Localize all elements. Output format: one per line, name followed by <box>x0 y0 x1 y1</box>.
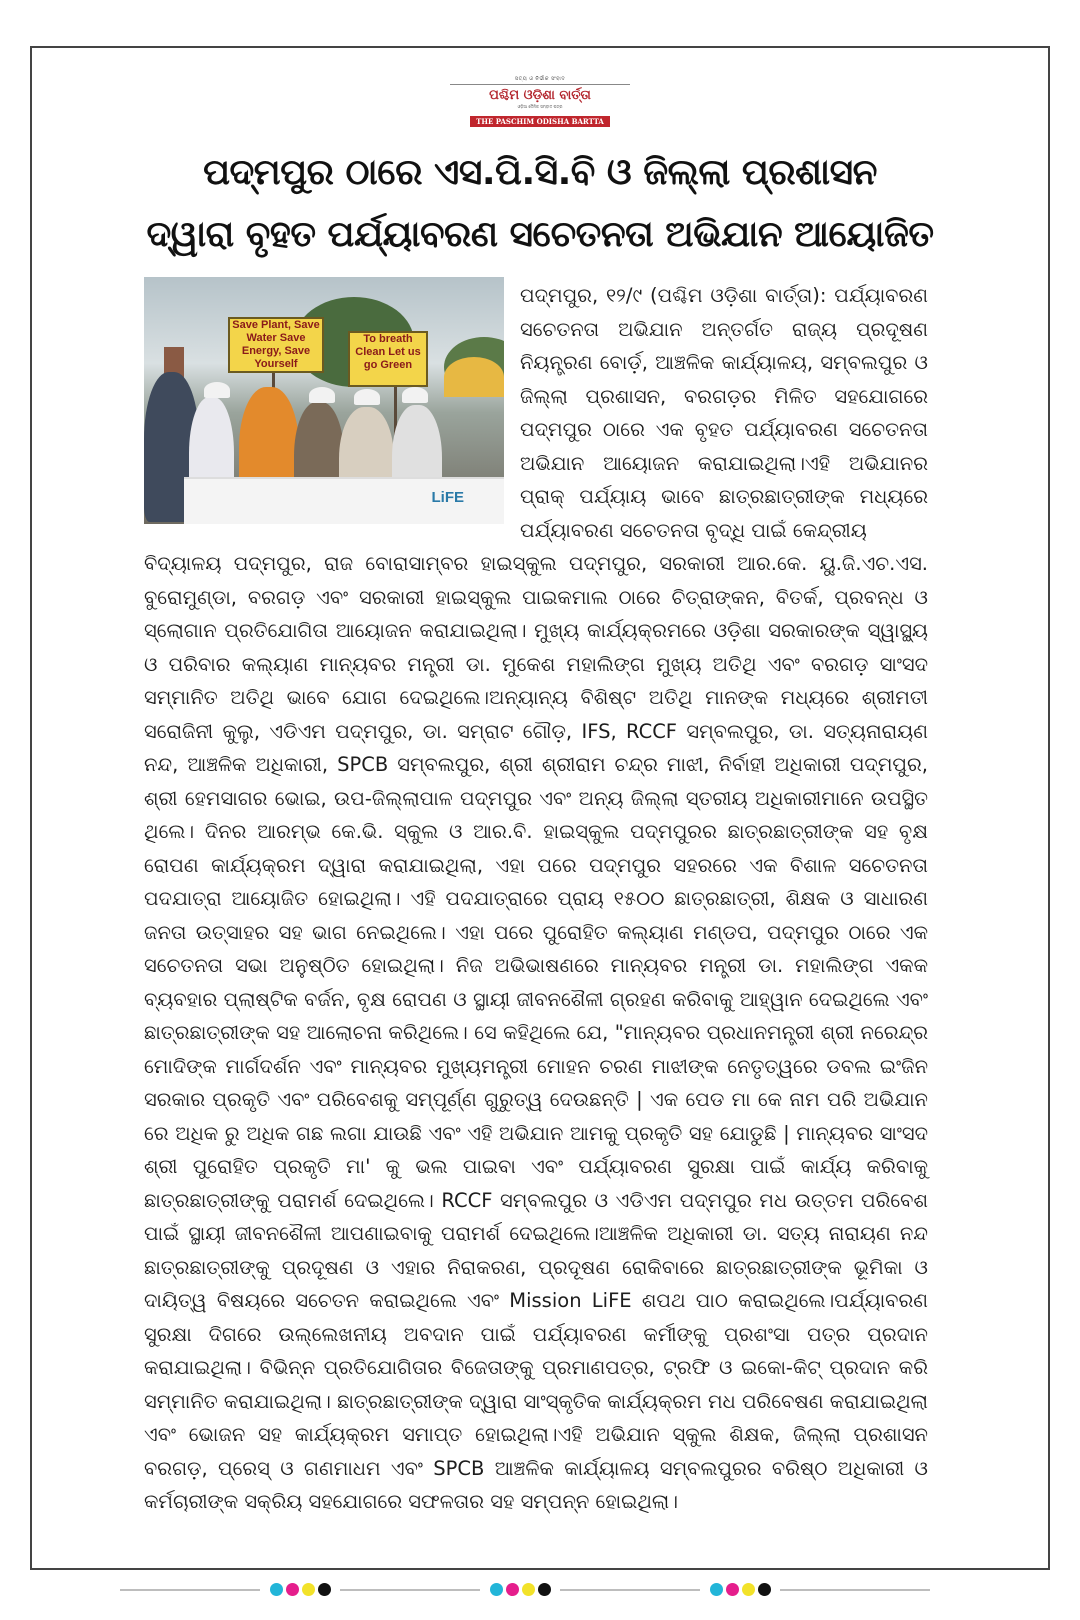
life-logo: LiFE <box>431 489 464 506</box>
life-banner <box>184 477 504 524</box>
masthead <box>450 76 630 128</box>
article-intro-column: ପଦ୍ମପୁର, ୧୨/୯ (ପଶ୍ଚିମ ଓଡ଼ିଶା ବାର୍ତ୍ତା): ପର୍ଯ୍ୟାବରଣ ସଚେତନତା ଅଭିଯାନ ଅନ୍ତର୍ଗତ ରାଜ୍ୟ ପ୍ରଦୂଷଣ ନିୟନ୍ତ୍ରଣ ବୋର୍ଡ଼, ଆଞ୍ଚଳିକ କାର୍ଯ୍ୟାଳୟ, ସମ୍ବଲପୁର ଓ ଜିଲ୍ଲା ପ୍ରଶାସନ, ବରଗଡ଼ର ମିଳିତ ସହଯୋଗରେ ପଦ୍ମପୁର ଠାରେ ଏକ ବୃହତ ପର୍ଯ୍ୟାବରଣ ସଚେତନତା ଅଭିଯାନ ଆୟୋଜନ କରାଯାଇଥିଲା।ଏହି ଅଭିଯାନର ପ୍ରାକ୍ ପର୍ଯ୍ୟାୟ ଭାବେ ଛାତ୍ରଛାତ୍ରୀଙ୍କ ମଧ୍ୟରେ ପର୍ଯ୍ୟାବରଣ ସଚେତନତା ବୃଦ୍ଧି ପାଇଁ କେନ୍ଦ୍ରୀୟ <box>520 284 928 542</box>
headline-line-1: ପଦ୍ମପୁର ଠାରେ ଏସ.ପି.ସି.ବି ଓ ଜିଲ୍ଲା ପ୍ରଶାସନ <box>203 152 877 193</box>
news-photo <box>144 277 504 524</box>
placard-breath-clean: To breath Clean Let us go Green <box>348 331 428 387</box>
masthead-tagline: ସତ୍ୟ ଓ ନିର୍ଭୀକ ସଂବାଦ <box>450 76 630 85</box>
masthead-subtitle: ଓଡ଼ିଆ ଦୈନିକ ସମ୍ବାଦ ପତ୍ର <box>517 104 563 109</box>
masthead-english-name: THE PASCHIM ODISHA BARTTA <box>470 116 610 127</box>
placard-save-plant: Save Plant, Save Water Save Energy, Save Yourself <box>228 317 324 373</box>
headline-line-2: ଦ୍ୱାରା ବୃହତ ପର୍ଯ୍ୟାବରଣ ସଚେତନତା ଅଭିଯାନ ଆୟୋଜିତ <box>146 214 934 255</box>
print-registration-marks <box>120 1583 970 1597</box>
article-body: ବିଦ୍ୟାଳୟ ପଦ୍ମପୁର, ରାଜ ବୋରାସାମ୍ବର ହାଇସ୍କୁଲ ପଦ୍ମପୁର, ସରକାରୀ ଆର.କେ. ୟୁ.ଜି.ଏଚ.ଏସ. ବୁରୋମୁଣ୍ଡା, ବରଗଡ଼ ଏବଂ ସରକାରୀ ହାଇସ୍କୁଲ ପାଇକମାଲ ଠାରେ ଚିତ୍ରାଙ୍କନ, ବିତର୍କ, ପ୍ରବନ୍ଧ ଓ ସ୍ଲୋଗାନ ପ୍ରତିଯୋଗିତା ଆୟୋଜନ କରାଯାଇଥିଲା। ମୁଖ୍ୟ କାର୍ଯ୍ୟକ୍ରମରେ ଓଡ଼ିଶା ସରକାରଙ୍କ ସ୍ୱାସ୍ଥ୍ୟ ଓ ପରିବାର କଲ୍ୟାଣ ମାନ୍ୟବର ମନ୍ତ୍ରୀ ଡା. ମୁକେଶ ମହାଲିଙ୍ଗ ମୁଖ୍ୟ ଅତିଥି ଏବଂ ବରଗଡ଼ ସାଂସଦ ସମ୍ମାନିତ ଅତିଥି ଭାବେ ଯୋଗ ଦେଇଥିଲେ।ଅନ୍ୟାନ୍ୟ ବିଶିଷ୍ଟ ଅତିଥି ମାନଙ୍କ ମଧ୍ୟରେ ଶ୍ରୀମତୀ ସରୋଜିନୀ କୁଲୁ, ଏଡିଏମ ପଦ୍ମପୁର, ଡା. ସମ୍ରାଟ ଗୌଡ଼, IFS, RCCF ସମ୍ବଲପୁର, ଡା. ସତ୍ୟନାରାୟଣ ନନ୍ଦ, ଆଞ୍ଚଳିକ ଅଧିକାରୀ, SPCB ସମ୍ବଲପୁର, ଶ୍ରୀ ଶ୍ରୀରାମ ଚନ୍ଦ୍ର ମାଝୀ, ନିର୍ବାହୀ ଅଧିକାରୀ ପଦ୍ମପୁର, ଶ୍ରୀ ହେମସାଗର ଭୋଇ, ଉପ-ଜିଲ୍ଲାପାଳ ପଦ୍ମପୁର ଏବଂ ଅନ୍ୟ ଜିଲ୍ଲା ସ୍ତରୀୟ ଅଧିକାରୀମାନେ ଉପସ୍ଥିତ ଥିଲେ। ଦିନର ଆରମ୍ଭ କେ.ଭି. ସ୍କୁଲ ଓ ଆର.ବି. ହାଇସ୍କୁଲ ପଦ୍ମପୁରର ଛାତ୍ରଛାତ୍ରୀଙ୍କ ସହ ବୃକ୍ଷ ରୋପଣ କାର୍ଯ୍ୟକ୍ରମ ଦ୍ୱାରା କରାଯାଇଥିଲା, ଏହା ପରେ ପଦ୍ମପୁର ସହରରେ ଏକ ବିଶାଳ ସଚେତନତା ପଦଯାତ୍ରା ଆୟୋଜିତ ହୋଇଥିଲା। ଏହି ପଦଯାତ୍ରାରେ ପ୍ରାୟ ୧୫୦୦ ଛାତ୍ରଛାତ୍ରୀ, ଶିକ୍ଷକ ଓ ସାଧାରଣ ଜନତା ଉତ୍ସାହର ସହ ଭାଗ ନେଇଥିଲେ। ଏହା ପରେ ପୁରୋହିତ କଲ୍ୟାଣ ମଣ୍ଡପ, ପଦ୍ମପୁର ଠାରେ ଏକ ସଚେତନତା ସଭା ଅନୁଷ୍ଠିତ ହୋଇଥିଲା। ନିଜ ଅଭିଭାଷଣରେ ମାନ୍ୟବର ମନ୍ତ୍ରୀ ଡା. ମହାଲିଙ୍ଗ ଏକକ ବ୍ୟବହାର ପ୍ଲାଷ୍ଟିକ ବର୍ଜନ, ବୃକ୍ଷ ରୋପଣ ଓ ସ୍ଥାୟୀ ଜୀବନଶୈଳୀ ଗ୍ରହଣ କରିବାକୁ ଆହ୍ୱାନ ଦେଇଥିଲେ ଏବଂ ଛାତ୍ରଛାତ୍ରୀଙ୍କ ସହ ଆଲୋଚନା କରିଥିଲେ। ସେ କହିଥିଲେ ଯେ, "ମାନ୍ୟବର ପ୍ରଧାନମନ୍ତ୍ରୀ ଶ୍ରୀ ନରେନ୍ଦ୍ର ମୋଦିଙ୍କ ମାର୍ଗଦର୍ଶନ ଏବଂ ମାନ୍ୟବର ମୁଖ୍ୟମନ୍ତ୍ରୀ ମୋହନ ଚରଣ ମାଝୀଙ୍କ ନେତୃତ୍ୱରେ ଡବଲ ଇଂଜିନ ସରକାର ପ୍ରକୃତି ଏବଂ ପରିବେଶକୁ ସମ୍ପୂର୍ଣ୍ଣ ଗୁରୁତ୍ୱ ଦେଉଛନ୍ତି | ଏକ ପେଡ ମା କେ ନାମ ପରି ଅଭିଯାନ ରେ ଅଧିକ ରୁ ଅଧିକ ଗଛ ଲଗା ଯାଉଛି ଏବଂ ଏହି ଅଭିଯାନ ଆମକୁ ପ୍ରକୃତି ସହ ଯୋଡୁଛି | ମାନ୍ୟବର ସାଂସଦ ଶ୍ରୀ ପୁରୋହିତ ପ୍ରକୃତି ମା' କୁ ଭଲ ପାଇବା ଏବଂ ପର୍ଯ୍ୟାବରଣ ସୁରକ୍ଷା ପାଇଁ କାର୍ଯ୍ୟ କରିବାକୁ ଛାତ୍ରଛାତ୍ରୀଙ୍କୁ ପରାମର୍ଶ ଦେଇଥିଲେ। RCCF ସମ୍ବଲପୁର ଓ ଏଡିଏମ ପଦ୍ମପୁର ମଧ ଉତ୍ତମ ପରିବେଶ ପାଇଁ ସ୍ଥାୟୀ ଜୀବନଶୈଳୀ ଆପଣାଇବାକୁ ପରାମର୍ଶ ଦେଇଥିଲେ।ଆଞ୍ଚଳିକ ଅଧିକାରୀ ଡା. ସତ୍ୟ ନାରାୟଣ ନନ୍ଦ ଛାତ୍ରଛାତ୍ରୀଙ୍କୁ ପ୍ରଦୂଷଣ ଓ ଏହାର ନିରାକରଣ, ପ୍ରଦୂଷଣ ରୋକିବାରେ ଛାତ୍ରଛାତ୍ରୀଙ୍କ ଭୂମିକା ଓ ଦାୟିତ୍ୱ ବିଷୟରେ ସଚେତନ କରାଇଥିଲେ ଏବଂ Mission LiFE ଶପଥ ପାଠ କରାଇଥିଲେ।ପର୍ଯ୍ୟାବରଣ ସୁରକ୍ଷା ଦିଗରେ ଉଲ୍ଲେଖନୀୟ ଅବଦାନ ପାଇଁ ପର୍ଯ୍ୟାବରଣ କର୍ମୀଙ୍କୁ ପ୍ରଶଂସା ପତ୍ର ପ୍ରଦାନ କରାଯାଇଥିଲା। ବିଭିନ୍ନ ପ୍ରତିଯୋଗିତାର ବିଜେତାଙ୍କୁ ପ୍ରମାଣପତ୍ର, ଟ୍ରଫି ଓ ଇକୋ-କିଟ୍ ପ୍ରଦାନ କରି ସମ୍ମାନିତ କରାଯାଇଥିଲା। ଛାତ୍ରଛାତ୍ରୀଙ୍କ ଦ୍ୱାରା ସାଂସ୍କୃତିକ କାର୍ଯ୍ୟକ୍ରମ ମଧ ପରିବେଷଣ କରାଯାଇଥିଲା ଏବଂ ଭୋଜନ ସହ କାର୍ଯ୍ୟକ୍ରମ ସମାପ୍ତ ହୋଇଥିଲା।ଏହି ଅଭିଯାନ ସ୍କୁଲ ଶିକ୍ଷକ, ଜିଲ୍ଲା ପ୍ରଶାସନ ବରଗଡ଼, ପ୍ରେସ୍ ଓ ଗଣମାଧମ ଏବଂ SPCB ଆଞ୍ଚଳିକ କାର୍ଯ୍ୟାଳୟ ସମ୍ବଲପୁରର ବରିଷ୍ଠ ଅଧିକାରୀ ଓ କର୍ମଚାରୀଙ୍କ ସକ୍ରିୟ ସହଯୋଗରେ ସଫଳତାର ସହ ସମ୍ପନ୍ନ ହୋଇଥିଲା। <box>144 552 928 1513</box>
newspaper-logo: ପଶ୍ଚିମ ଓଡ଼ିଶା ବାର୍ତ୍ତା <box>489 88 591 103</box>
